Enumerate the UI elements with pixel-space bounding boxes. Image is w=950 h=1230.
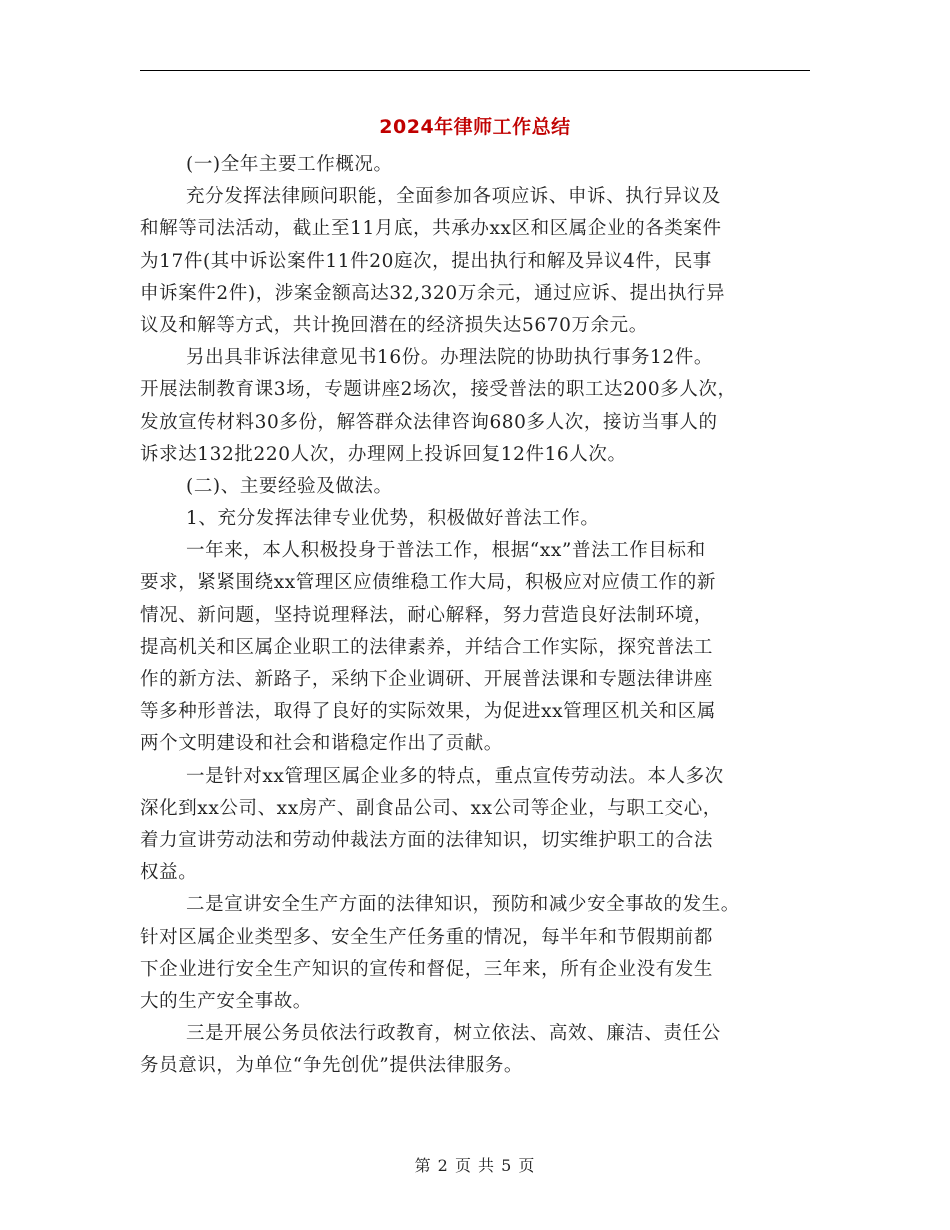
body-line: 三是开展公务员依法行政教育，树立依法、高效、廉洁、责任公 <box>186 1023 721 1045</box>
body-line: 二是宣讲安全生产方面的法律知识，预防和减少安全事故的发生。 <box>186 894 740 916</box>
body-line: 两个文明建设和社会和谐稳定作出了贡献。 <box>140 733 503 755</box>
body-line: 提高机关和区属企业职工的法律素养，并结合工作实际，探究普法工 <box>140 636 714 658</box>
document-title: 2024年律师工作总结 <box>379 116 571 138</box>
body-line: 另出具非诉法律意见书16份。办理法院的协助执行事务12件。 <box>186 347 713 369</box>
body-line: 申诉案件2件)，涉案金额高达32,320万余元，通过应诉、提出执行异 <box>140 282 726 304</box>
body-line: 开展法制教育课3场，专题讲座2场次，接受普法的职工达200多人次， <box>140 379 737 401</box>
body-line: 1、充分发挥法律专业优势，积极做好普法工作。 <box>186 508 600 530</box>
header-rule <box>140 70 810 71</box>
body-line: 一是针对xx管理区属企业多的特点，重点宣传劳动法。本人多次 <box>186 765 724 787</box>
document-body <box>140 149 820 1082</box>
body-line: 针对区属企业类型多、安全生产任务重的情况，每半年和节假期前都 <box>140 926 714 948</box>
body-line: 作的新方法、新路子，采纳下企业调研、开展普法课和专题法律讲座 <box>140 669 714 690</box>
body-line: (一)全年主要工作概况。 <box>186 154 393 175</box>
body-line: 等多种形普法，取得了良好的实际效果，为促进xx管理区机关和区属 <box>140 701 716 723</box>
body-line: 权益。 <box>140 862 198 884</box>
body-line: 议及和解等方式，共计挽回潜在的经济损失达5670万余元。 <box>140 314 648 336</box>
body-line: 为17件(其中诉讼案件11件20庭次，提出执行和解及异议4件，民事 <box>140 250 712 272</box>
body-line: 大的生产安全事故。 <box>140 990 312 1012</box>
body-line: 情况、新问题，坚持说理释法，耐心解释，努力营造良好法制环境， <box>140 604 714 626</box>
body-line: 充分发挥法律顾问职能，全面参加各项应诉、申诉、执行异议及 <box>186 186 721 208</box>
body-line: 务员意识，为单位“争先创优”提供法律服务。 <box>140 1055 524 1077</box>
body-line: 着力宣讲劳动法和劳动仲裁法方面的法律知识，切实维护职工的合法 <box>140 829 714 851</box>
body-line: 和解等司法活动，截止至11月底，共承办xx区和区属企业的各类案件 <box>140 218 722 240</box>
body-line: 下企业进行安全生产知识的宣传和督促，三年来，所有企业没有发生 <box>140 958 714 980</box>
page-number-footer: 第 2 页 共 5 页 <box>414 1156 536 1175</box>
body-line: (二)、主要经验及做法。 <box>186 475 393 497</box>
body-line: 一年来，本人积极投身于普法工作，根据“xx”普法工作目标和 <box>186 540 706 562</box>
body-line: 发放宣传材料30多份，解答群众法律咨询680多人次，接访当事人的 <box>140 411 718 433</box>
body-line: 深化到xx公司、xx房产、副食品公司、xx公司等企业，与职工交心， <box>140 797 722 819</box>
body-line: 要求，紧紧围绕xx管理区应债维稳工作大局，积极应对应债工作的新 <box>140 572 716 594</box>
body-line: 诉求达132批220人次，办理网上投诉回复12件16人次。 <box>140 443 627 465</box>
